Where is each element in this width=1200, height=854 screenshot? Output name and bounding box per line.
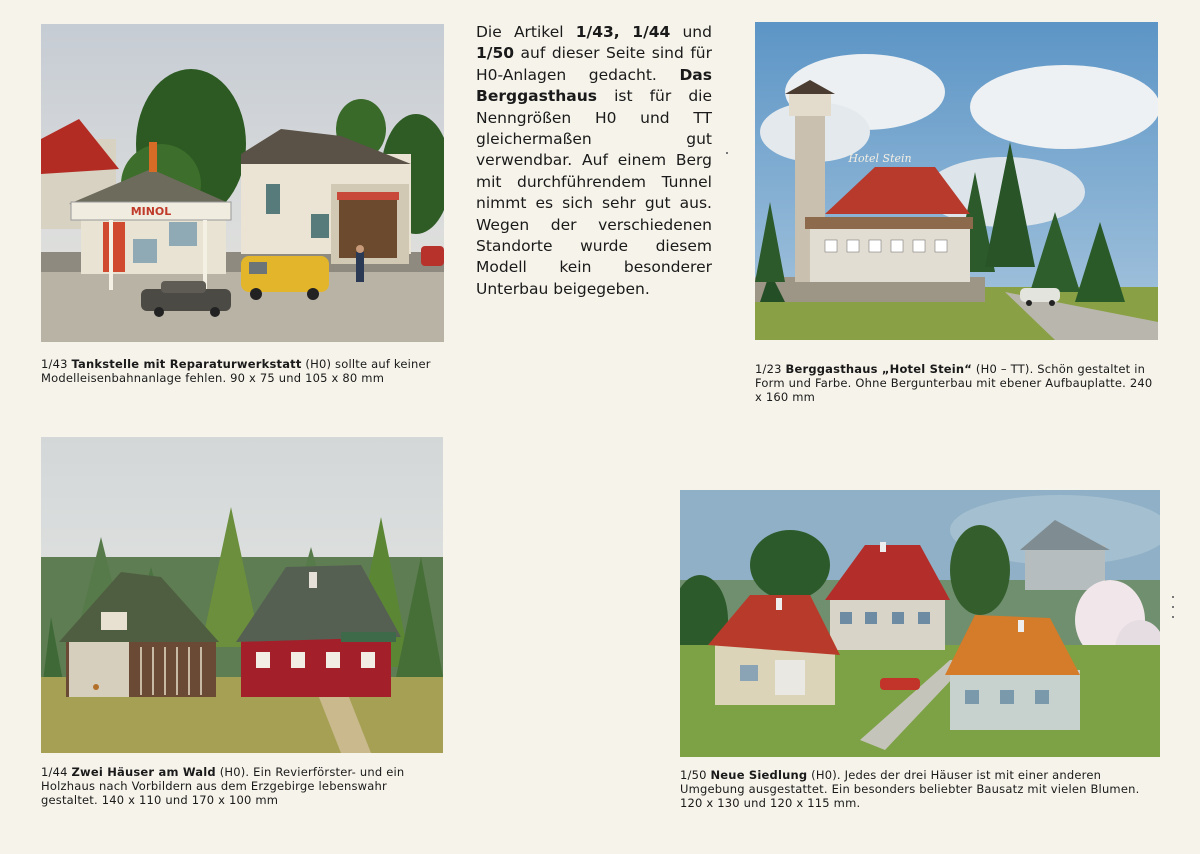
caption-neue-siedlung-number: 1/50 [680,768,711,782]
intro-text-2: und [670,23,712,41]
caption-zwei-haeuser-number: 1/44 [41,765,72,779]
scan-speck [1172,616,1174,618]
scan-speck [1172,606,1174,608]
photo-neue-siedlung [680,490,1160,757]
scan-speck [1172,596,1174,598]
caption-neue-siedlung-text: (H0). Jedes der drei Häuser ist mit einer anderen Umgebung ausgestattet. Ein besonders beliebter Bausatz mit vielen Blumen. 120 x 130 und 120 x 115 mm. [680,768,1140,810]
caption-tankstelle-number: 1/43 [41,357,72,371]
intro-paragraph [476,22,712,300]
caption-tankstelle [41,357,444,385]
caption-tankstelle-title: Tankstelle mit Reparaturwerkstatt [71,357,302,371]
intro-text-3: auf dieser Seite sind für H0-Anlagen gedacht. [476,44,712,84]
photo-hotel-stein [755,22,1158,340]
caption-hotel-stein-number: 1/23 [755,362,786,376]
caption-neue-siedlung [680,768,1150,810]
intro-bold-articles: 1/43, 1/44 [575,23,671,41]
caption-zwei-haeuser-text: (H0). Ein Revierförster- und ein Holzhaus nach Vorbildern aus dem Erzgebirge lebenswahr gestaltet. 140 x 110 und 170 x 100 mm [41,765,405,807]
scan-speck [726,152,728,154]
caption-hotel-stein-title: Berggasthaus „Hotel Stein“ [785,362,973,376]
intro-bold-article-150: 1/50 [476,44,515,63]
caption-tankstelle-text: (H0) sollte auf keiner Modelleisenbahnanlage fehlen. 90 x 75 und 105 x 80 mm [41,357,431,385]
caption-neue-siedlung-title: Neue Siedlung [710,768,808,782]
photo-zwei-haeuser [41,437,443,753]
intro-text-4: ist für die Nenngrößen H0 und TT gleichermaßen gut verwendbar. Auf einem Berg mit durchführendem Tunnel nimmt es sich sehr gut aus. Wegen der verschiedenen Standorte wurde diesem Modell kein besonderer Unterbau beigegeben. [476,87,712,298]
caption-hotel-stein [755,362,1155,404]
hotel-stein-sign: Hotel Stein [848,152,912,165]
caption-hotel-stein-text: (H0 – TT). Schön gestaltet in Form und Farbe. Ohne Bergunterbau mit ebener Aufbauplatte. 240 x 160 mm [755,362,1153,404]
minol-sign: MINOL [130,205,172,218]
intro-bold-berggasthaus: Das Berggasthaus [476,65,712,106]
photo-tankstelle [41,24,444,342]
intro-text-1: Die Artikel [476,23,576,41]
caption-zwei-haeuser [41,765,443,807]
caption-zwei-haeuser-title: Zwei Häuser am Wald [71,765,216,779]
